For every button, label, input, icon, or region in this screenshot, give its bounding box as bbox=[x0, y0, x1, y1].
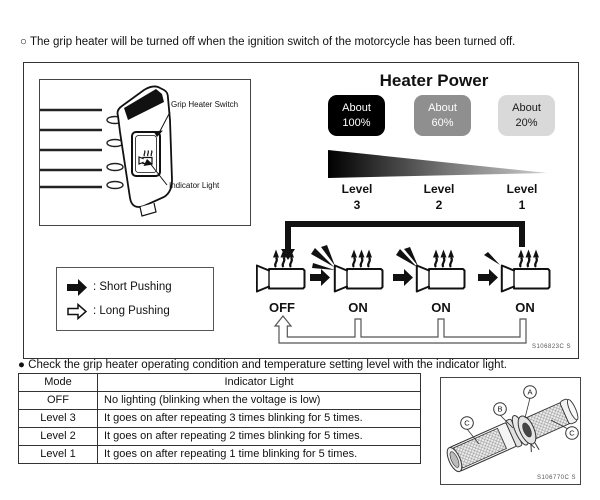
callout-c-left bbox=[461, 417, 474, 430]
header-mode: Mode bbox=[19, 374, 98, 392]
level-3-word: Level bbox=[341, 182, 373, 196]
dot-bullet-icon: ● bbox=[18, 359, 25, 371]
indicator-light-label: Indicator Light bbox=[169, 181, 220, 190]
power-box-20-line1: About bbox=[512, 102, 541, 114]
power-box-100 bbox=[328, 95, 385, 136]
grip-heater-icon-level3 bbox=[335, 250, 383, 292]
long-push-arrow-icon bbox=[67, 303, 88, 320]
short-push-arrow-icon bbox=[67, 279, 88, 296]
level-3-label bbox=[326, 181, 388, 213]
intro-text: The grip heater will be turned off when the ignition switch of the motorcycle has been turned off. bbox=[29, 36, 516, 48]
power-box-60-line2: 60% bbox=[431, 117, 454, 129]
indicator-cell: No lighting (blinking when the voltage is low) bbox=[98, 392, 421, 410]
table-row bbox=[19, 392, 421, 410]
indicator-cell: It goes on after repeating 1 time blinking for 5 times. bbox=[98, 446, 421, 464]
mode-cell: Level 1 bbox=[19, 446, 98, 464]
parts-figure-code: S106770C S bbox=[536, 475, 576, 481]
long-push-return-path bbox=[275, 316, 526, 343]
figure-code: S106823C S bbox=[531, 344, 571, 350]
circle-bullet-icon: ○ bbox=[20, 36, 27, 48]
table-row bbox=[19, 446, 421, 464]
short-push-arrow-icon-1 bbox=[310, 269, 330, 286]
push-legend bbox=[56, 267, 214, 331]
indicator-cell: It goes on after repeating 2 times blinking for 5 times. bbox=[98, 428, 421, 446]
note-text: Check the grip heater operating condition and temperature setting level with the indicator light. bbox=[28, 359, 507, 371]
state-label-on-3: ON bbox=[348, 300, 368, 315]
indicator-light-table bbox=[18, 373, 421, 464]
legend-short-label: : Short Pushing bbox=[93, 281, 172, 293]
state-flow-diagram bbox=[256, 216, 568, 356]
table-row bbox=[19, 428, 421, 446]
blink-rays-3-icon bbox=[311, 245, 335, 270]
level-3-number: 3 bbox=[353, 198, 361, 212]
state-label-off: OFF bbox=[269, 300, 295, 315]
callout-c-right-letter: C bbox=[569, 428, 575, 438]
table-header-row bbox=[19, 374, 421, 392]
state-label-on-1: ON bbox=[515, 300, 535, 315]
level-2-label bbox=[408, 181, 470, 213]
short-push-arrow-icon-2 bbox=[393, 269, 413, 286]
heater-power-title: Heater Power bbox=[379, 71, 489, 90]
power-box-100-line2: 100% bbox=[342, 117, 371, 129]
mode-cell: Level 2 bbox=[19, 428, 98, 446]
power-box-60-line1: About bbox=[428, 102, 457, 114]
level-1-label bbox=[491, 181, 553, 213]
legend-long-label: : Long Pushing bbox=[93, 305, 170, 317]
power-box-100-line1: About bbox=[342, 102, 371, 114]
switch-figure bbox=[39, 79, 251, 226]
power-box-60 bbox=[414, 95, 471, 136]
mode-cell: Level 3 bbox=[19, 410, 98, 428]
grip-heater-icon-level2 bbox=[417, 250, 465, 292]
indicator-cell: It goes on after repeating 3 times blinking for 5 times. bbox=[98, 410, 421, 428]
table-row bbox=[19, 410, 421, 428]
level-1-number: 1 bbox=[518, 198, 526, 212]
grip-heater-icon-level1 bbox=[502, 250, 550, 292]
grip-heater-switch-button bbox=[132, 132, 160, 176]
blink-rays-1-icon bbox=[484, 252, 500, 265]
note-line bbox=[18, 359, 593, 371]
mode-cell: OFF bbox=[19, 392, 98, 410]
level-1-word: Level bbox=[506, 182, 538, 196]
grip-heater-icon-off bbox=[257, 250, 305, 292]
callout-b bbox=[494, 403, 507, 416]
legend-short-row bbox=[67, 277, 172, 297]
intro-line bbox=[20, 36, 585, 48]
heater-diagram-panel bbox=[23, 62, 579, 359]
handlebar-lines bbox=[40, 110, 102, 187]
callout-a bbox=[524, 386, 537, 399]
power-box-20-line2: 20% bbox=[515, 117, 538, 129]
power-box-20 bbox=[498, 95, 555, 136]
level-2-number: 2 bbox=[435, 198, 443, 212]
header-indicator-light: Indicator Light bbox=[98, 374, 421, 392]
state-label-on-2: ON bbox=[431, 300, 451, 315]
callout-c-right bbox=[566, 427, 579, 440]
level-2-word: Level bbox=[423, 182, 455, 196]
callout-line-a bbox=[525, 398, 530, 418]
grip-parts-figure bbox=[440, 377, 581, 485]
short-push-arrow-icon-3 bbox=[478, 269, 498, 286]
grip-parts-illustration bbox=[441, 378, 580, 484]
blink-rays-2-icon bbox=[396, 247, 418, 267]
grip-heater-switch-label: Grip Heater Switch bbox=[171, 100, 239, 109]
power-gradient-wedge bbox=[328, 147, 550, 180]
callout-c-left-letter: C bbox=[464, 418, 470, 428]
callout-b-letter: B bbox=[497, 404, 503, 414]
callout-a-letter: A bbox=[527, 387, 533, 397]
legend-long-row bbox=[67, 301, 170, 321]
